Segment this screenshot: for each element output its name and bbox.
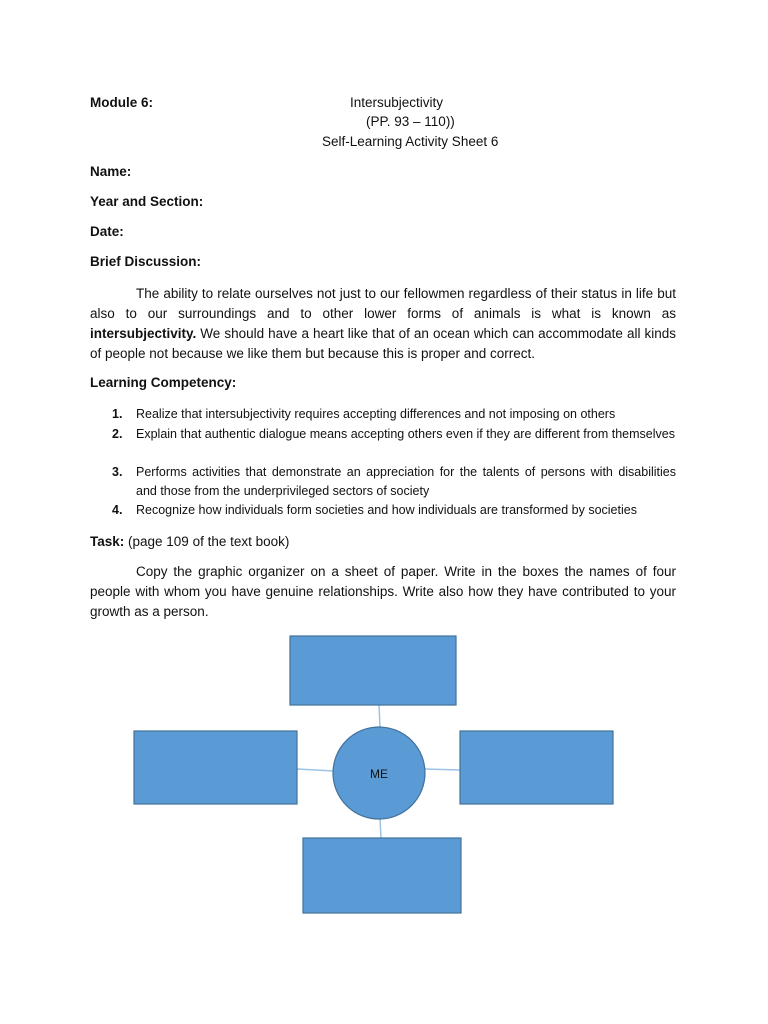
connector-bottom [380,819,381,838]
module-pages: (PP. 93 – 110)) [366,114,455,129]
connector-left [297,769,334,771]
connector-right [425,769,460,770]
discussion-text-start: The ability to relate ourselves not just to our fellowmen regardless of their status in life but also to our surroundings and to other lower forms of animals is what is known as [90,286,676,321]
discussion-text-end: We should have a heart like that of an ocean which can accommodate all kinds of people not because we like them but because this is proper and correct. [90,326,676,361]
discussion-heading: Brief Discussion: [90,254,202,269]
competency-number: 2. [112,427,123,441]
competency-text: Performs activities that demonstrate an appreciation for the talents of persons with disabilities and those from the underprivileged sectors of society [136,465,676,498]
organizer-box-right [460,731,613,804]
activity-sheet-title: Self-Learning Activity Sheet 6 [322,134,499,149]
module-label: Module 6: [90,95,153,110]
discussion-key-term: intersubjectivity. [90,326,197,341]
competency-text: Recognize how individuals form societies and how individuals are transformed by societies [136,503,637,517]
connector-top [379,705,380,727]
date-field-label: Date: [90,224,124,239]
year-section-field-label: Year and Section: [90,194,204,209]
organizer-box-top [290,636,456,705]
organizer-center-label: ME [370,767,388,781]
competency-heading: Learning Competency: [90,375,237,390]
task-paragraph: Copy the graphic organizer on a sheet of paper. Write in the boxes the names of four people with whom you have genuine relationships. Write also how they have contributed to your growth as a person. [90,564,676,619]
task-label: Task: [90,534,125,549]
competency-number: 3. [112,465,123,479]
competency-number: 4. [112,503,123,517]
module-topic: Intersubjectivity [350,95,444,110]
organizer-box-bottom [303,838,461,913]
name-field-label: Name: [90,164,132,179]
competency-text: Realize that intersubjectivity requires accepting differences and not imposing on others [136,407,616,421]
task-reference: (page 109 of the text book) [124,534,290,549]
organizer-box-left [134,731,297,804]
competency-text: Explain that authentic dialogue means accepting others even if they are different from themselves [136,427,675,441]
competency-number: 1. [112,407,123,421]
